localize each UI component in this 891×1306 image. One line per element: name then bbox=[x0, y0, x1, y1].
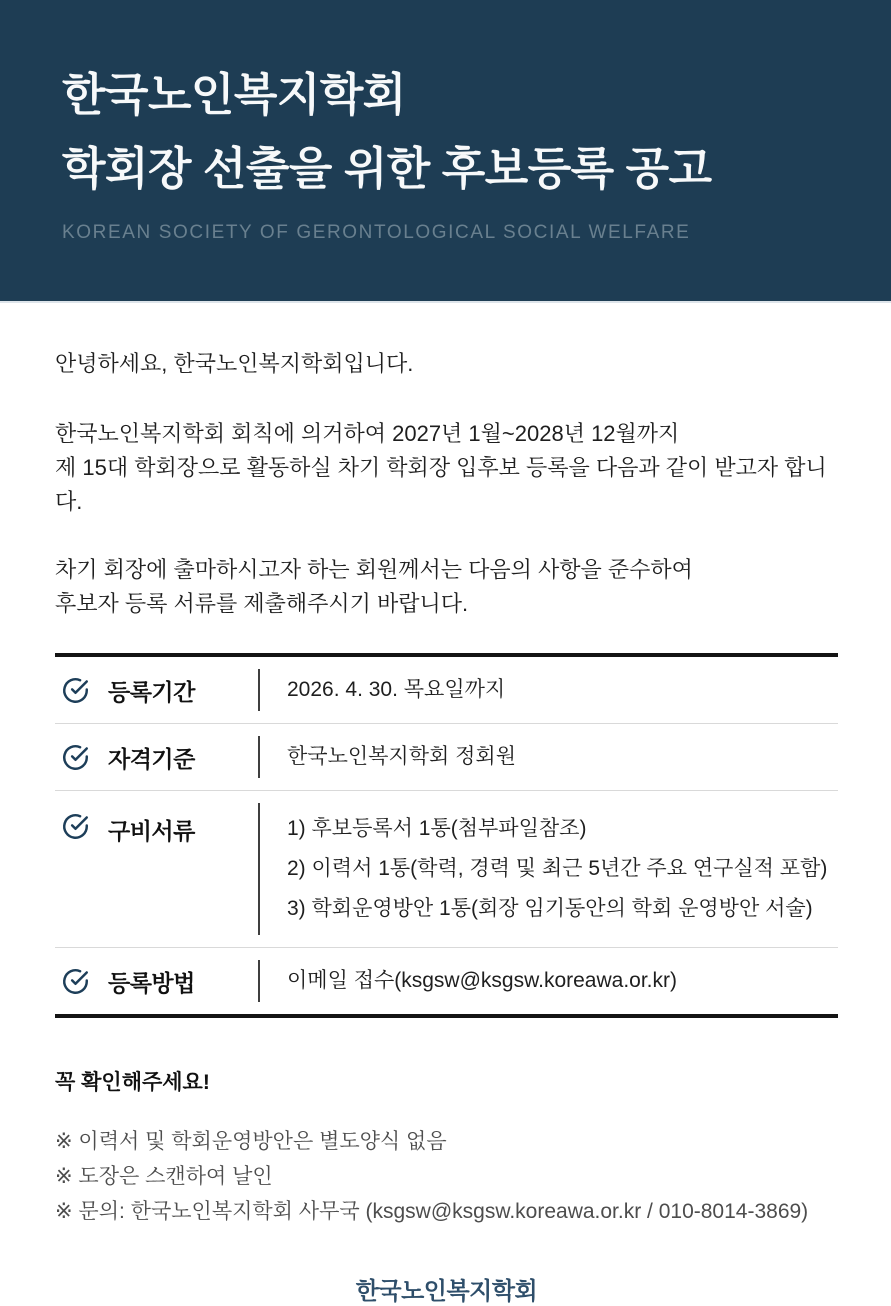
registration-info-table bbox=[55, 653, 838, 1018]
page-title bbox=[62, 58, 851, 206]
row-label: 구비서류 bbox=[108, 818, 195, 844]
intro-paragraph bbox=[55, 417, 838, 519]
row-label: 등록방법 bbox=[108, 969, 195, 996]
table-row-registration-method bbox=[55, 948, 838, 1014]
instruction-paragraph-line1: 차기 회장에 출마하시고자 하는 회원께서는 다음의 사항을 준수하여 bbox=[55, 557, 693, 582]
row-value bbox=[258, 960, 677, 1002]
intro-paragraph-line1: 한국노인복지학회 회칙에 의거하여 2027년 1월~2028년 12월까지 bbox=[55, 421, 680, 446]
check-circle-icon bbox=[55, 677, 108, 704]
check-circle-icon bbox=[55, 968, 108, 995]
check-circle-icon bbox=[55, 744, 108, 771]
note-item: ※ 문의: 한국노인복지학회 사무국 (ksgsw@ksgsw.koreawa.or.kr / 010-8014-3869) bbox=[55, 1200, 809, 1223]
note-item: ※ 이력서 및 학회운영방안은 별도양식 없음 bbox=[55, 1130, 447, 1153]
greeting-paragraph: 안녕하세요, 한국노인복지학회입니다. bbox=[55, 351, 414, 376]
page-title-line2: 학회장 선출을 위한 후보등록 공고 bbox=[62, 143, 712, 194]
notes-heading: 꼭 확인해주세요! bbox=[55, 1071, 210, 1094]
row-value bbox=[258, 669, 505, 711]
organization-logo-text: 한국노인복지학회 bbox=[355, 1278, 538, 1305]
row-value-line: 한국노인복지학회 정회원 bbox=[287, 745, 516, 768]
row-value-line: 2026. 4. 30. 목요일까지 bbox=[287, 678, 506, 701]
intro-paragraph-line2: 제 15대 학회장으로 활동하실 차기 학회장 입후보 등록을 다음과 같이 받고자 합니다. bbox=[55, 455, 827, 514]
row-value bbox=[258, 736, 516, 778]
table-row-eligibility bbox=[55, 724, 838, 791]
row-label: 자격기준 bbox=[108, 745, 195, 772]
check-circle-icon bbox=[55, 813, 108, 840]
note-item: ※ 도장은 스캔하여 날인 bbox=[55, 1165, 273, 1188]
row-value-line: 1) 후보등록서 1통(첨부파일참조) bbox=[287, 817, 587, 840]
row-value-line: 2) 이력서 1통(학력, 경력 및 최근 5년간 주요 연구실적 포함) bbox=[287, 857, 828, 880]
row-label: 등록기간 bbox=[108, 678, 195, 705]
notes-list bbox=[55, 1124, 838, 1229]
header-banner bbox=[0, 0, 891, 303]
instruction-paragraph-line2: 후보자 등록 서류를 제출해주시기 바랍니다. bbox=[55, 591, 469, 616]
row-value-line: 이메일 접수(ksgsw@ksgsw.koreawa.or.kr) bbox=[287, 969, 677, 992]
page-title-line1: 한국노인복지학회 bbox=[62, 69, 406, 120]
table-row-registration-period bbox=[55, 657, 838, 724]
row-value-line: 3) 학회운영방안 1통(회장 임기동안의 학회 운영방안 서술) bbox=[287, 897, 813, 920]
row-value bbox=[258, 803, 827, 935]
content-area bbox=[0, 347, 891, 1306]
instruction-paragraph bbox=[55, 553, 838, 621]
page-subtitle: KOREAN SOCIETY OF GERONTOLOGICAL SOCIAL WELFARE bbox=[62, 222, 691, 243]
table-row-required-documents bbox=[55, 791, 838, 948]
